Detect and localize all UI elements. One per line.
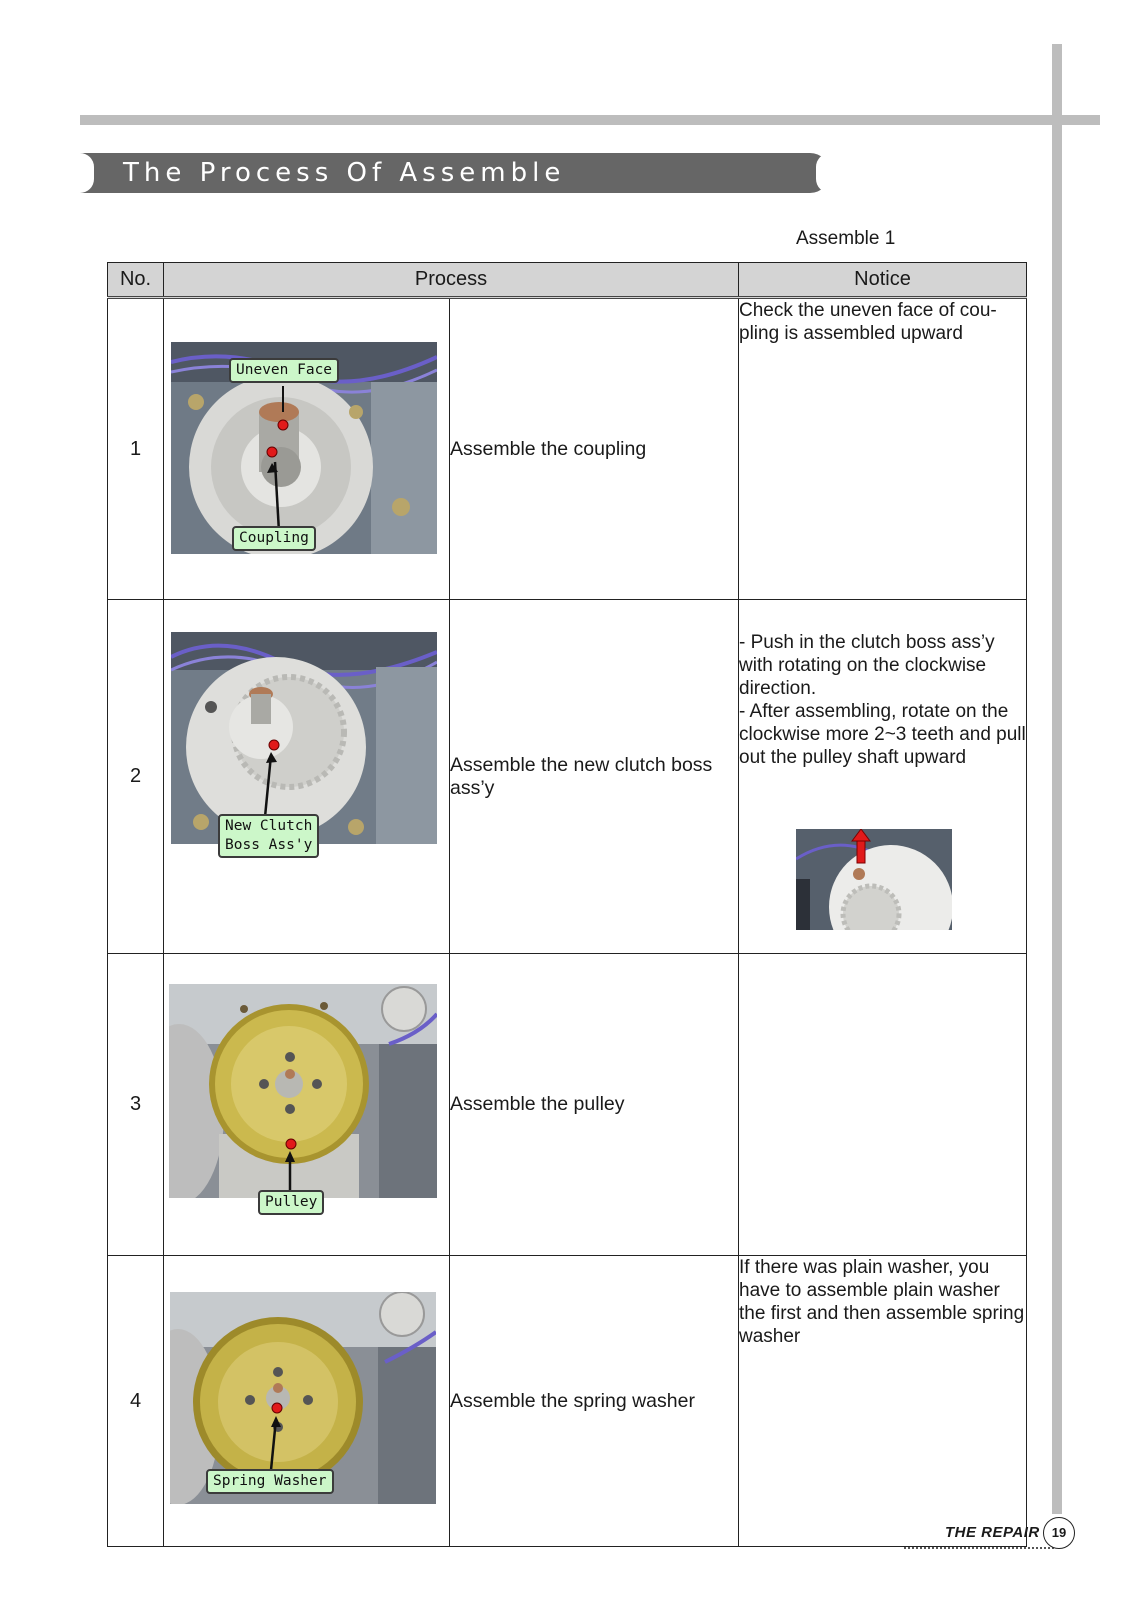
step-notice-text (739, 954, 1027, 1256)
table-row (108, 298, 1027, 600)
step-photo-cell (164, 298, 450, 600)
step-number: 1 (108, 298, 164, 600)
frame-vertical-bar (1052, 44, 1062, 1514)
page-title: The Process Of Assemble (123, 158, 566, 188)
step-notice-text: If there was plain washer, you have to assemble plain washer the first and then assemble spring washer (739, 1256, 1027, 1547)
step-notice-cell (739, 600, 1027, 954)
table-row (108, 600, 1027, 954)
step-process-text: Assemble the pulley (450, 954, 739, 1256)
header-notice: Notice (739, 263, 1027, 298)
section-banner (80, 153, 830, 193)
table-caption: Assemble 1 (796, 228, 896, 249)
callout-new-clutch-boss: New Clutch Boss Ass'y (218, 814, 319, 858)
callout-spring-washer: Spring Washer (206, 1469, 334, 1494)
table-row (108, 1256, 1027, 1547)
step-number: 3 (108, 954, 164, 1256)
callout-pulley: Pulley (258, 1190, 324, 1215)
step-notice-text: Check the uneven face of cou- pling is assembled upward (739, 298, 1027, 600)
table-row (108, 954, 1027, 1256)
step-photo-cell (164, 600, 450, 954)
callout-uneven-face: Uneven Face (229, 358, 339, 383)
frame-horizontal-bar (80, 115, 1100, 125)
footer-section-label: THE REPAIR (945, 1524, 1040, 1541)
callout-coupling: Coupling (232, 526, 316, 551)
step-process-text: Assemble the coupling (450, 298, 739, 600)
footer-dotted-rule (904, 1547, 1054, 1549)
step-notice-text: - Push in the clutch boss ass’y with rotating on the clockwise direction. - After assembling, rotate on the clockwise more 2~3 teeth and pull out the pulley shaft upward (739, 632, 1026, 768)
table-header-row (108, 263, 1027, 298)
step-number: 2 (108, 600, 164, 954)
clutch-boss-photo (171, 632, 437, 844)
step-number: 4 (108, 1256, 164, 1547)
pulley-shaft-photo (796, 806, 952, 930)
red-arrow-up-icon (857, 839, 865, 863)
process-table (107, 262, 1027, 1547)
header-no: No. (108, 263, 164, 298)
page-number: 19 (1043, 1517, 1075, 1549)
step-process-text: Assemble the spring washer (450, 1256, 739, 1547)
step-photo-cell (164, 954, 450, 1256)
pulley-photo (169, 984, 437, 1198)
step-photo-cell (164, 1256, 450, 1547)
header-process: Process (164, 263, 739, 298)
step-process-text: Assemble the new clutch boss ass’y (450, 600, 739, 954)
